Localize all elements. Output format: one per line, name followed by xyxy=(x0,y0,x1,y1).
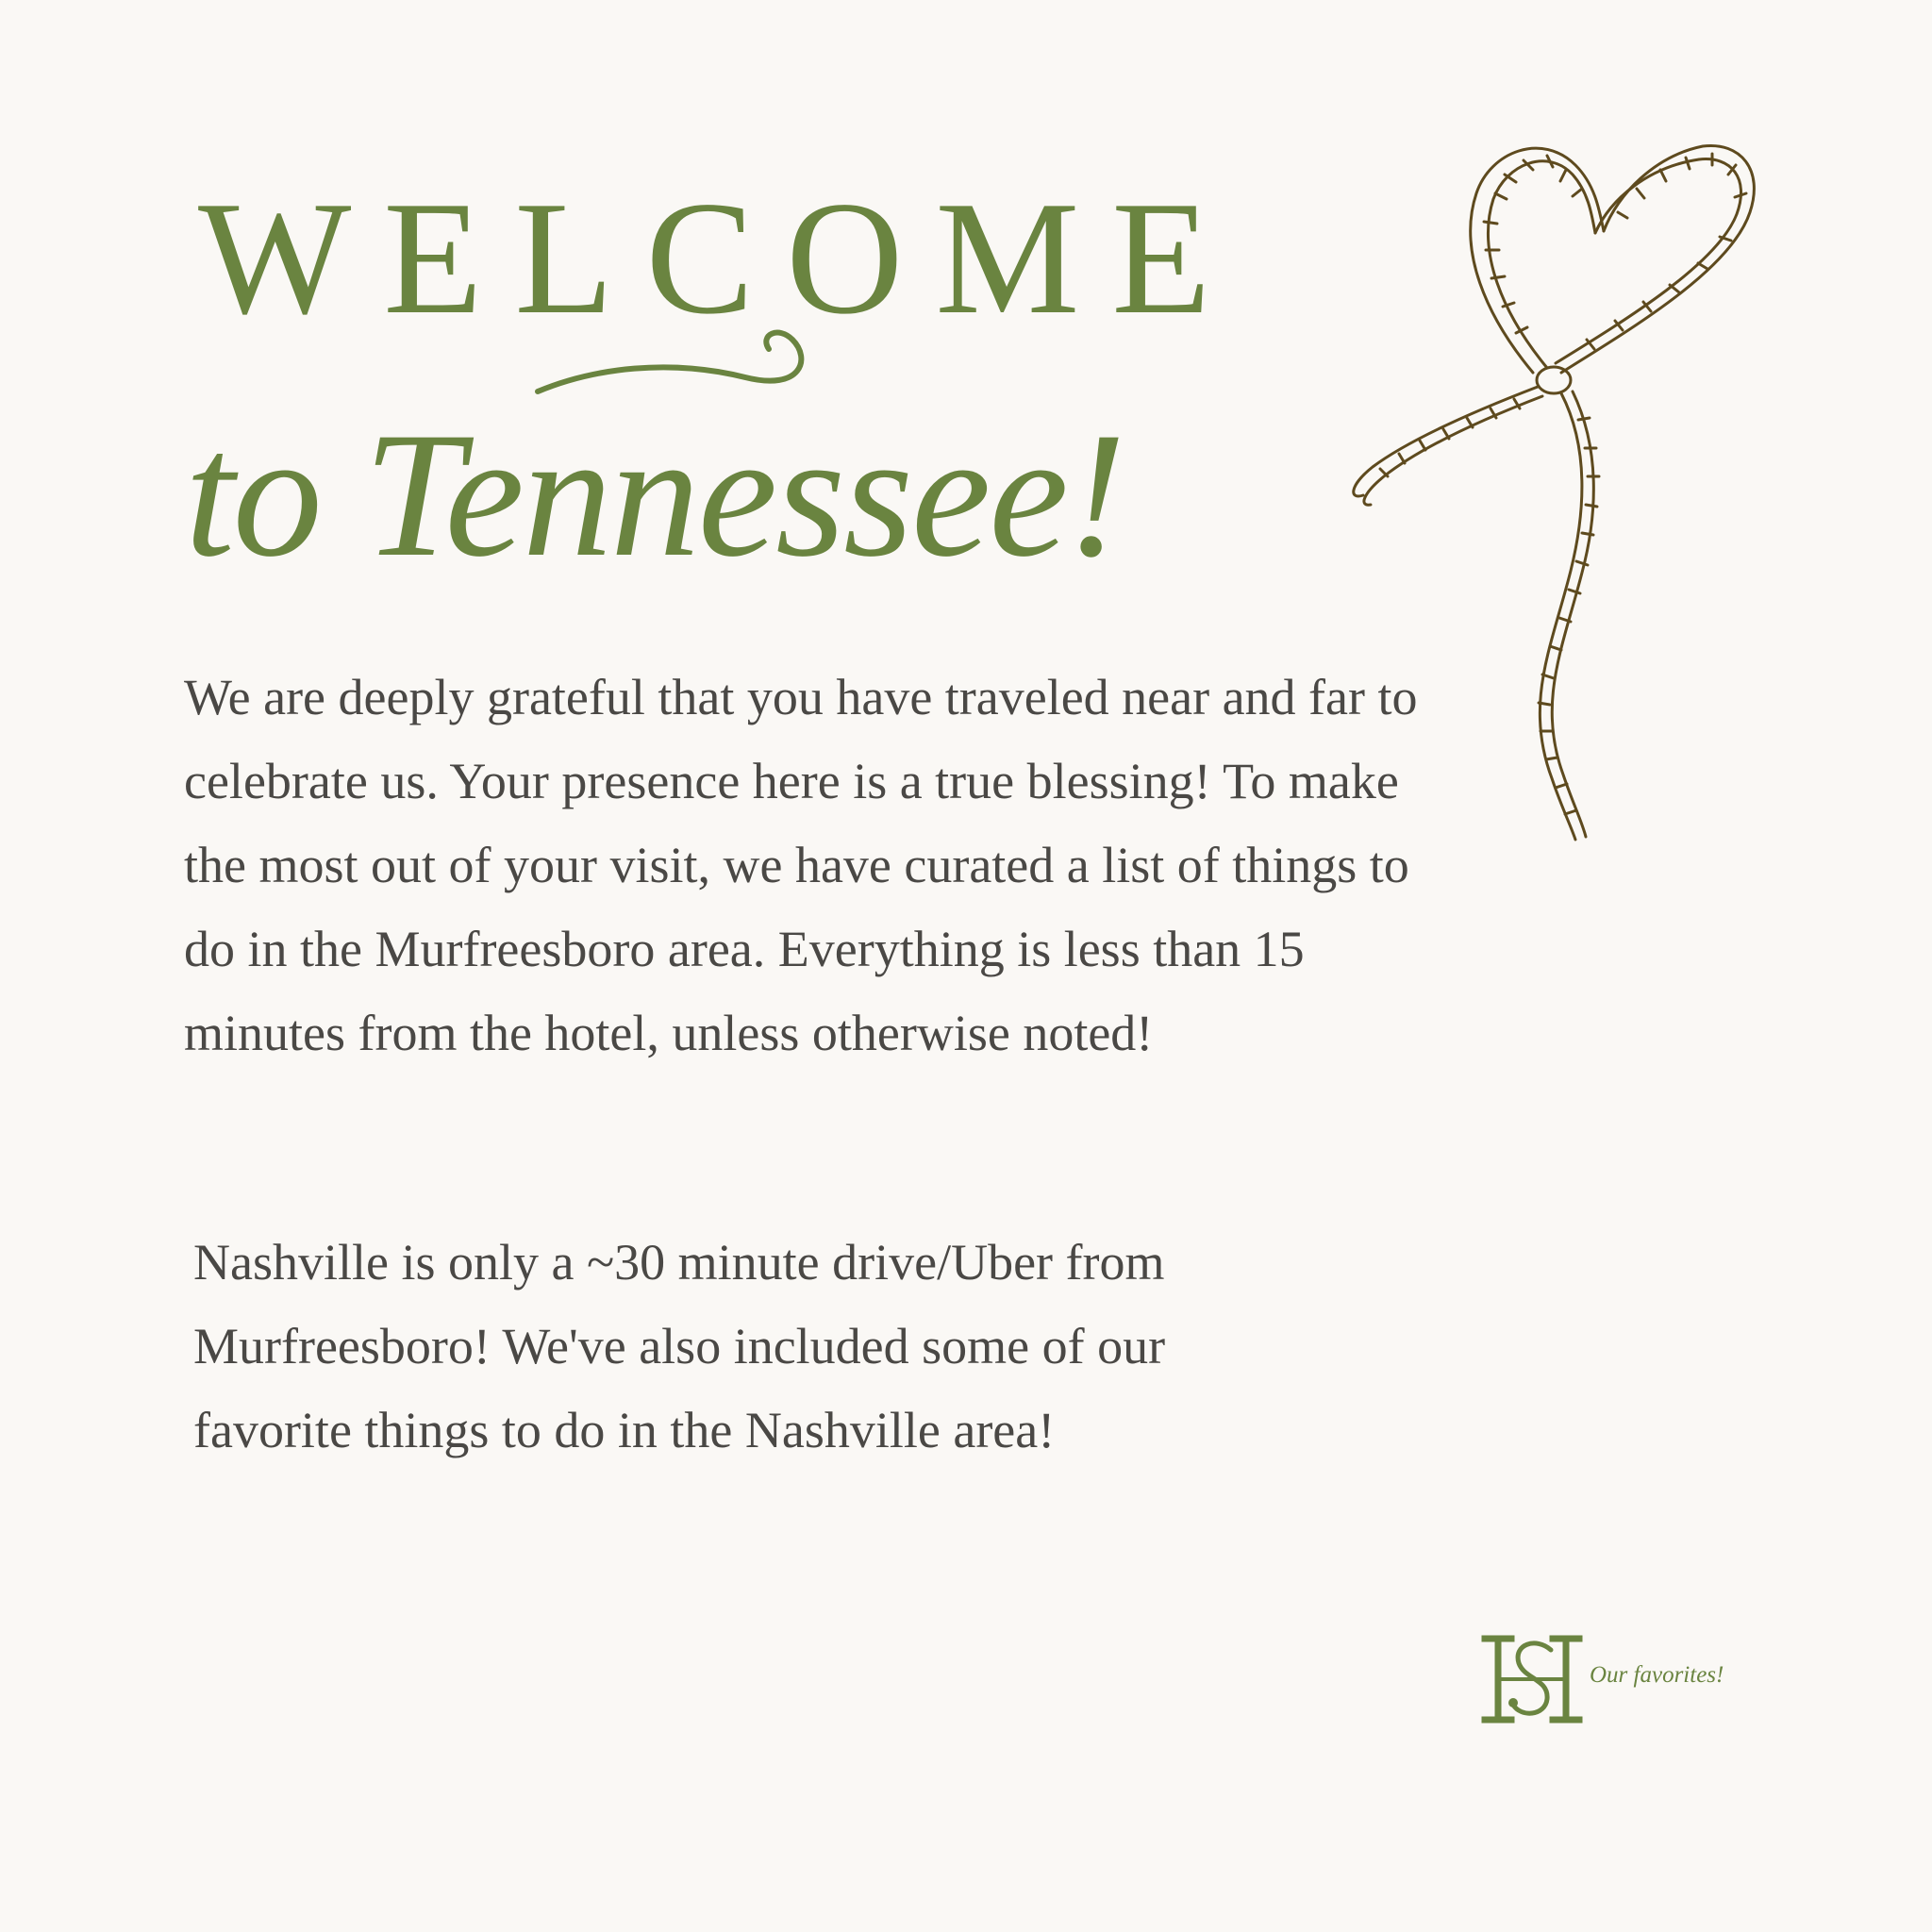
welcome-paragraph: We are deeply grateful that you have traveled near and far to celebrate us. Your presence here is a true blessing! To make the most out of your visit, we have curated a list of things to do in the Murfreesboro area. Everything is less than 15 minutes from the hotel, unless otherwise noted! xyxy=(184,669,1418,1061)
hs-monogram-icon xyxy=(1477,1627,1587,1731)
welcome-heading: WELCOME xyxy=(198,169,1243,348)
nashville-paragraph: Nashville is only a ~30 minute drive/Uber from Murfreesboro! We've also included some of our favorite things to do in the Nashville area! xyxy=(193,1234,1166,1458)
favorites-tagline: Our favorites! xyxy=(1590,1662,1724,1688)
tennessee-script-heading: to Tennessee! xyxy=(185,396,1124,594)
